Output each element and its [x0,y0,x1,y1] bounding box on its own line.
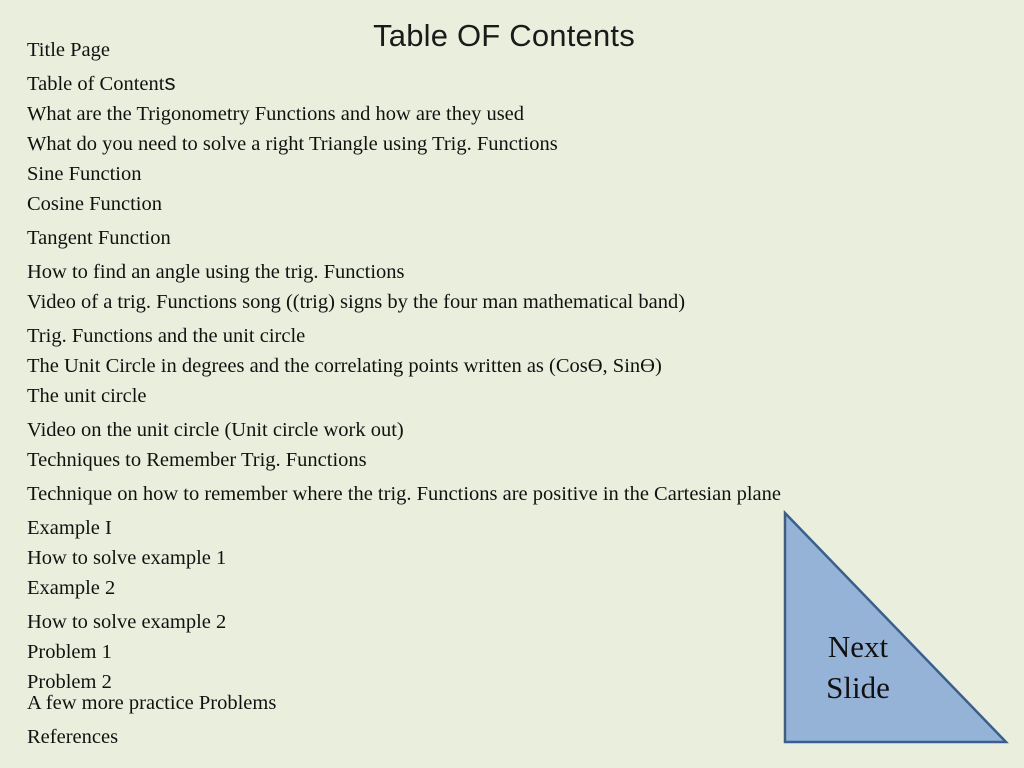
next-slide-label [808,626,908,708]
toc-item-example-1[interactable]: Example I [27,517,112,539]
toc-item-cosine-function[interactable]: Cosine Function [27,193,162,215]
toc-item-cartesian-technique[interactable]: Technique on how to remember where the trig. Functions are positive in the Cartesian plane [27,483,781,505]
toc-item-tangent-function[interactable]: Tangent Function [27,227,171,249]
next-slide-label-line1: Next [827,629,889,664]
toc-item-trig-song-video[interactable]: Video of a trig. Functions song ((trig) signs by the four man mathematical band) [27,291,686,313]
toc-item-title-page[interactable]: Title Page [27,39,110,61]
toc-item-table-of-contents[interactable] [27,71,175,96]
toc-item-solve-example-1[interactable]: How to solve example 1 [27,547,227,569]
toc-item-practice-problems[interactable]: A few more practice Problems [27,692,277,714]
toc-item-remember-techniques[interactable]: Techniques to Remember Trig. Functions [27,449,367,471]
next-slide-button[interactable] [782,510,1010,746]
toc-item-label: Table of Content [27,73,165,95]
toc-item-problem-2[interactable]: Problem 2 [27,671,112,693]
toc-item-references[interactable]: References [27,726,119,748]
toc-item-unit-circle-video[interactable]: Video on the unit circle (Unit circle work out) [27,419,404,441]
toc-item-trig-functions-uses[interactable]: What are the Trigonometry Functions and how are they used [27,103,525,125]
toc-item-example-2[interactable]: Example 2 [27,577,116,599]
toc-item-sine-function[interactable]: Sine Function [27,163,142,185]
next-slide-label-line2: Slide [826,670,890,705]
toc-item-trig-unit-circle[interactable]: Trig. Functions and the unit circle [27,325,306,347]
slide-title: Table OF Contents [373,18,635,53]
toc-item-solve-right-triangle[interactable]: What do you need to solve a right Triangle using Trig. Functions [27,133,558,155]
toc-item-the-unit-circle[interactable]: The unit circle [27,385,147,407]
toc-item-solve-example-2[interactable]: How to solve example 2 [27,611,227,633]
toc-item-label-tail: s [164,70,176,95]
toc-item-unit-circle-degrees[interactable]: The Unit Circle in degrees and the correlating points written as (Cosϴ, Sinϴ) [27,355,662,377]
toc-item-find-angle[interactable]: How to find an angle using the trig. Functions [27,261,405,283]
toc-item-problem-1[interactable]: Problem 1 [27,641,112,663]
